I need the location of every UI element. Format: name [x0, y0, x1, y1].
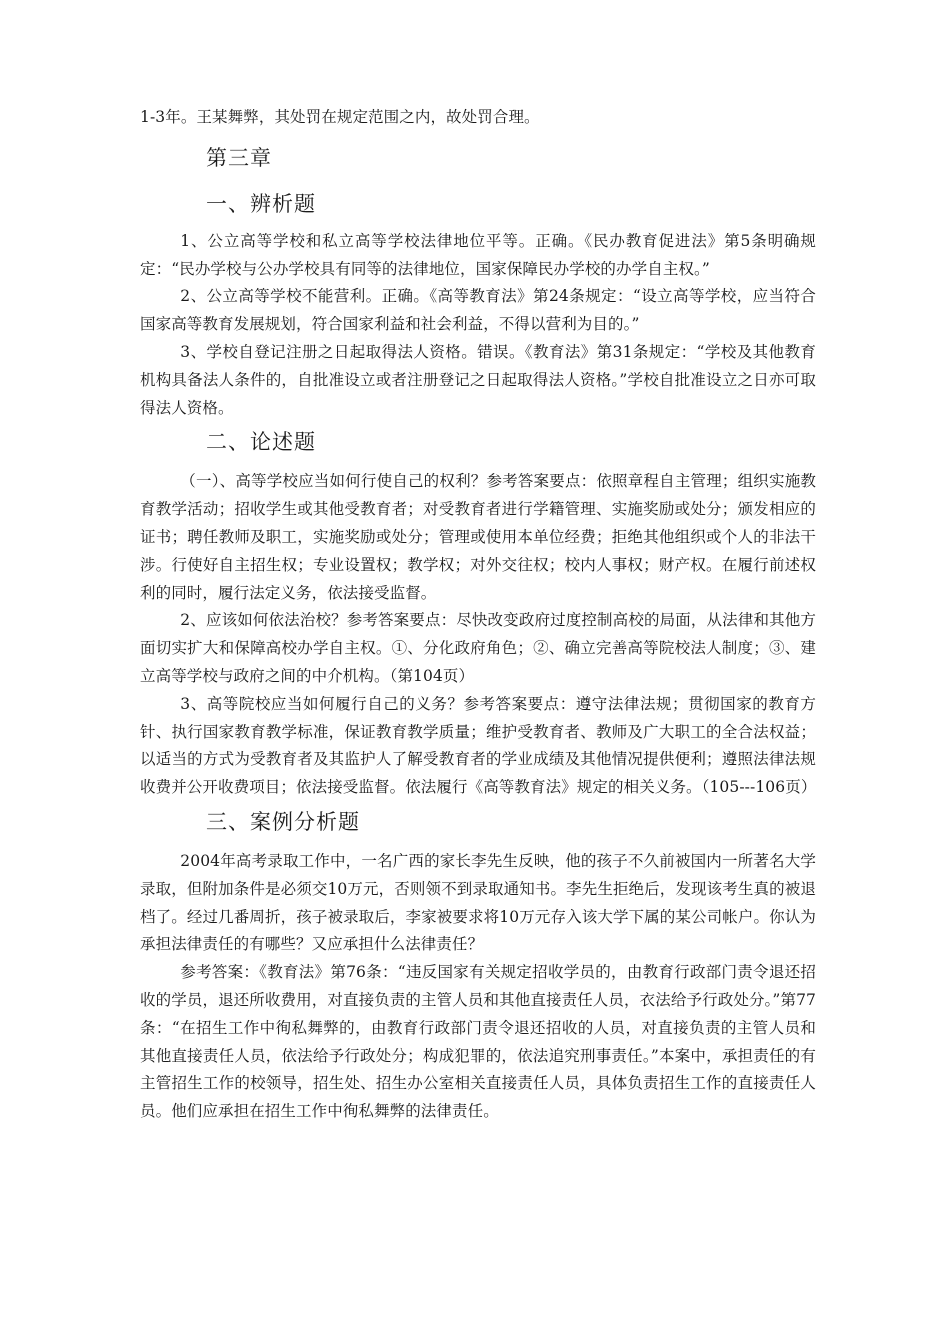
discrimination-item-3: 3、学校自登记注册之日起取得法人资格。错误。《教育法》第31条规定：“学校及其他教育机构具备法人条件的，自批准设立或者注册登记之日起取得法人资格。”学校自批准设立之日亦可取得法人资格。	[140, 342, 816, 417]
section-title-discrimination: 一、辨析题	[206, 191, 316, 216]
essay-item-2: 2、应该如何依法治校？参考答案要点：尽快改变政府过度控制高校的局面，从法律和其他方面切实扩大和保障高校办学自主权。①、分化政府角色；②、确立完善高等院校法人制度；③、建立高等学校与政府之间的中介机构。（第104页）	[140, 611, 816, 685]
document-page	[140, 104, 816, 1126]
section-title-case-analysis: 三、案例分析题	[206, 809, 360, 834]
intro-paragraph: 1-3年。王某舞弊，其处罚在规定范围之内，故处罚合理。	[140, 108, 540, 126]
section-title-essay: 二、论述题	[206, 430, 316, 455]
essay-item-3: 3、高等院校应当如何履行自己的义务？参考答案要点：遵守法律法规；贯彻国家的教育方针、执行国家教育教学标准，保证教育教学质量；维护受教育者、教师及广大职工的全合法权益；以适当的方式为受教育者及其监护人了解受教育者的学业成绩及其他情况提供便利；遵照法律法规收费并公开收费项目；依法接受监督。依法履行《高等教育法》规定的相关义务。（105---106页）	[140, 694, 817, 797]
essay-item-1: （一）、高等学校应当如何行使自己的权利？参考答案要点：依照章程自主管理；组织实施教育教学活动；招收学生或其他受教育者；对受教育者进行学籍管理、实施奖励或处分；颁发相应的证书；聘任教师及职工，实施奖励或处分；管理或使用本单位经费；拒绝其他组织或个人的非法干涉。行使好自主招生权；专业设置权；教学权；对外交往权；校内人事权；财产权。在履行前述权利的同时，履行法定义务，依法接受监督。	[140, 472, 816, 602]
discrimination-item-1: 1、公立高等学校和私立高等学校法律地位平等。正确。《民办教育促进法》第5条明确规定：“民办学校与公办学校具有同等的法律地位，国家保障民办学校的办学自主权。”	[140, 231, 816, 278]
chapter-title: 第三章	[206, 145, 272, 170]
case-description: 2004年高考录取工作中，一名广西的家长李先生反映，他的孩子不久前被国内一所著名大学录取，但附加条件是必须交10万元，否则领不到录取通知书。李先生拒绝后，发现该考生真的被退档了。经过几番周折，孩子被录取后，李家被要求将10万元存入该大学下属的某公司帐户。你认为承担法律责任的有哪些？又应承担什么法律责任？	[140, 851, 816, 954]
discrimination-item-2: 2、公立高等学校不能营利。正确。《高等教育法》第24条规定：“设立高等学校，应当符合国家高等教育发展规划，符合国家利益和社会利益，不得以营利为目的。”	[140, 287, 816, 334]
case-answer: 参考答案：《教育法》第76条：“违反国家有关规定招收学员的，由教育行政部门责令退还招收的学员，退还所收费用，对直接负责的主管人员和其他直接责任人员，衣法给予行政处分。”第77条：“在招生工作中徇私舞弊的，由教育行政部门责令退还招收的人员，对直接负责的主管人员和其他直接责任人员，依法给予行政处分；构成犯罪的，依法追究刑事责任。”本案中，承担责任的有主管招生工作的校领导，招生处、招生办公室相关直接责任人员，具体负责招生工作的直接责任人员。他们应承担在招生工作中徇私舞弊的法律责任。	[140, 963, 816, 1121]
